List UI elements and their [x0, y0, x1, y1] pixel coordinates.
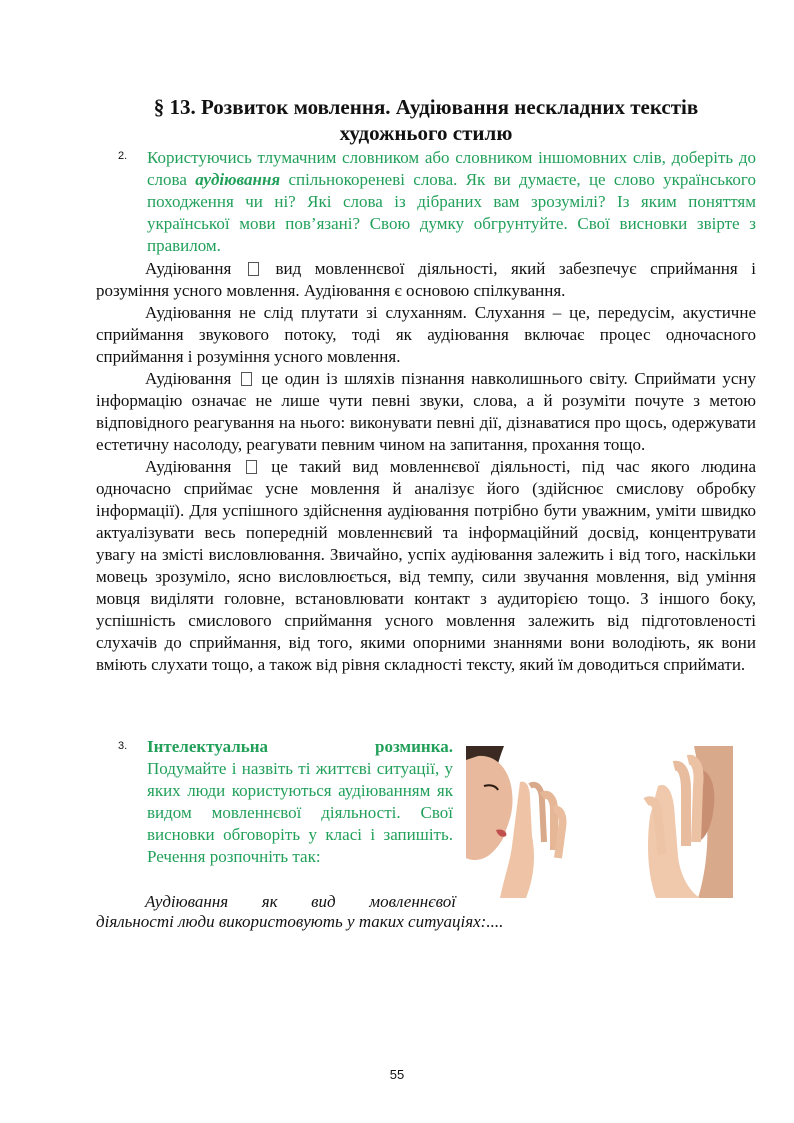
task-2-text-before: Користуючись тлумачним словником або словником іншомовних слів, доберіть до слова	[147, 148, 756, 189]
rule-paragraph-3: Аудіювання це один із шляхів пізнання навколишнього світу. Сприймати усну інформацію означає не лише чути певні звуки, слова, а й розуміти почуте з метою відповідного реагування на нього: виконувати певні дії, дізнаватися про щось, одержувати естетичну насолоду, реагувати певним чином на запитання, прохання тощо.	[96, 369, 756, 454]
rule-paragraph-2: Аудіювання не слід плутати зі слуханням. Слухання – це, передусім, акустичне сприймання звукового потоку, тоді як аудіювання включає процес одночасного сприймання і розуміння усного мовлення.	[96, 303, 756, 366]
task-2-number: 2.	[118, 150, 128, 162]
rule-text	[96, 258, 756, 676]
section-title	[96, 94, 756, 146]
task-3-text	[147, 736, 453, 868]
missing-glyph-box	[248, 262, 259, 276]
task-3-number: 3.	[118, 740, 128, 752]
task-3-body: Подумайте і назвіть ті життєві ситуації, у яких люди користуються аудіюванням як видом мовленнєвої діяльності. Свої висновки обговоріть у класі і запишіть. Речення розпочніть так:	[147, 759, 453, 866]
missing-glyph-box	[241, 372, 252, 386]
whispering-woman-photo	[466, 746, 594, 898]
task-2-keyword: аудіювання	[195, 170, 281, 189]
task-2-text	[147, 147, 756, 257]
section-title-line-1: § 13. Розвиток мовлення. Аудіювання нескладних текстів	[153, 95, 699, 119]
rule-paragraph-4: Аудіювання це такий вид мовленнєвої діяльності, під час якого людина одночасно сприймає усне мовлення й аналізує його (здійснює смислову обробку інформації). Для успішного здійснення аудіювання потрібно бути уважним, уміти швидко актуалізувати весь попередній мовленнєвий та інформаційний досвід, концентрувати увагу на змісті висловлювання. Звичайно, успіх аудіювання залежить і від того, наскільки мовець зрозуміло, ясно висловлюється, від темпу, сили звучання мовлення, від уміння мовця виділяти головне, встановлювати контакт з аудиторією тощо. З іншого боку, успішність смислового сприймання усного мовлення залежить від підготовленості слухачів до сприймання, від того, якими опорними знаннями вони володіють, як вони вміють слухати тощо, а також від рівня складності тексту, який їм доводиться сприймати.	[96, 457, 756, 674]
listening-ear-photo	[638, 746, 733, 898]
task-3-heading: Інтелектуальна розминка.	[147, 737, 453, 756]
section-title-line-2: художнього стилю	[339, 121, 513, 145]
rule-paragraph-1: Аудіювання вид мовленнєвої діяльності, який забезпечує сприймання і розуміння усного мовлення. Аудіювання є основою спілкування.	[96, 259, 756, 300]
sentence-starter-line-2: діяльності люди використовують у таких ситуаціях:....	[96, 912, 504, 931]
task-2-text-after: спільнокореневі слова. Як ви думаєте, це слово українського походження чи ні? Які слова із дібраних вам зрозумілі? Із яким поняттям української мови пов’язані? Свою думку обгрунтуйте. Свої висновки звірте з правилом.	[147, 170, 756, 255]
missing-glyph-box	[246, 460, 257, 474]
page-number: 55	[389, 1067, 405, 1082]
sentence-starter-line-1: Аудіювання як вид мовленнєвої	[145, 892, 456, 911]
